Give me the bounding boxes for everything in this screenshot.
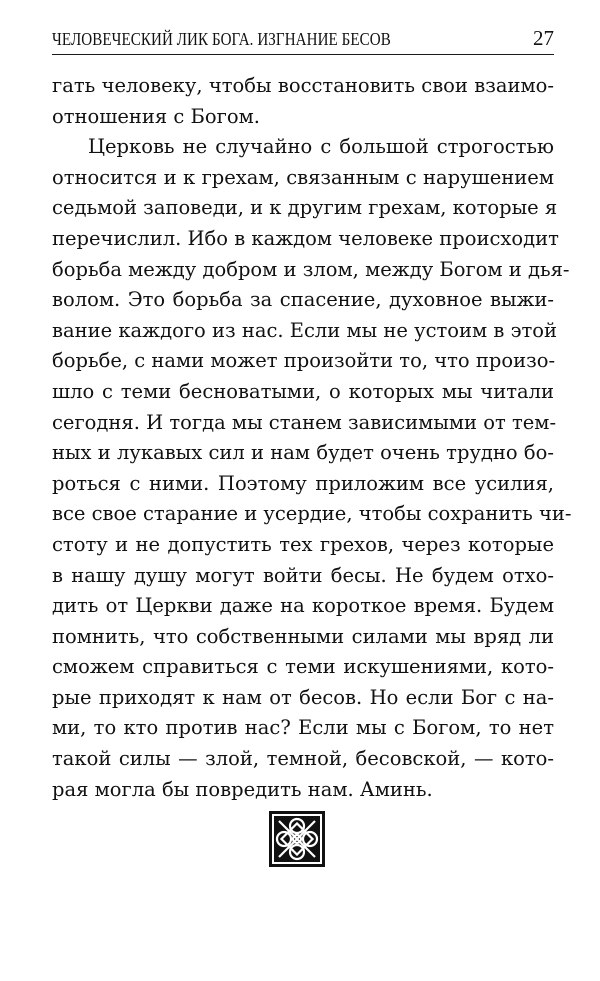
running-head — [52, 26, 554, 55]
text-line: ных и лукавых сил и нам будет очень трудно бо- — [52, 441, 554, 465]
text-line: такой силы — злой, темной, бесовской, — кото- — [52, 747, 554, 771]
page-number: 27 — [533, 26, 554, 50]
celtic-knot-ornament-icon — [269, 811, 325, 867]
text-line: борьба между добром и злом, между Богом и дья- — [52, 257, 570, 281]
running-title: ЧЕЛОВЕЧЕСКИЙ ЛИК БОГА. ИЗГНАНИЕ БЕСОВ — [52, 29, 391, 49]
text-line: волом. Это борьба за спасение, духовное выжи- — [52, 288, 554, 312]
text-line: сможем справиться с теми искушениями, кото- — [52, 655, 554, 679]
text-line: перечислил. Ибо в каждом человеке происходит — [52, 226, 559, 250]
text-line: отношения с Богом. — [52, 104, 260, 128]
text-line: роться с ними. Поэтому приложим все усилия, — [52, 471, 554, 495]
text-line: дить от Церкви даже на короткое время. Будем — [52, 594, 554, 618]
text-line: гать человеку, чтобы восстановить свои взаимо- — [52, 74, 554, 97]
text-line: относится и к грехам, связанным с нарушением — [52, 165, 554, 189]
text-line: сегодня. И тогда мы станем зависимыми от тем- — [52, 410, 557, 434]
text-line: борьбе, с нами может произойти то, что произо- — [52, 349, 556, 373]
text-line: вание каждого из нас. Если мы не устоим в этой — [52, 318, 558, 342]
body-text — [52, 71, 572, 805]
text-line: седьмой заповеди, и к другим грехам, которые я — [52, 196, 558, 220]
text-line: все свое старание и усердие, чтобы сохранить чи- — [52, 502, 572, 526]
text-line: ми, то кто против нас? Если мы с Богом, то нет — [52, 716, 554, 740]
text-line: Церковь не случайно с большой строгостью — [88, 135, 554, 159]
text-line: рые приходят к нам от бесов. Но если Бог с на- — [52, 685, 554, 709]
text-line: стоту и не допустить тех грехов, через которые — [52, 532, 554, 556]
text-line: помнить, что собственными силами мы вряд ли — [52, 624, 554, 648]
text-line: рая могла бы повредить нам. Аминь. — [52, 777, 433, 801]
text-line: в нашу душу могут войти бесы. Не будем отхо- — [52, 563, 554, 587]
text-line: шло с теми бесноватыми, о которых мы читали — [52, 379, 554, 403]
